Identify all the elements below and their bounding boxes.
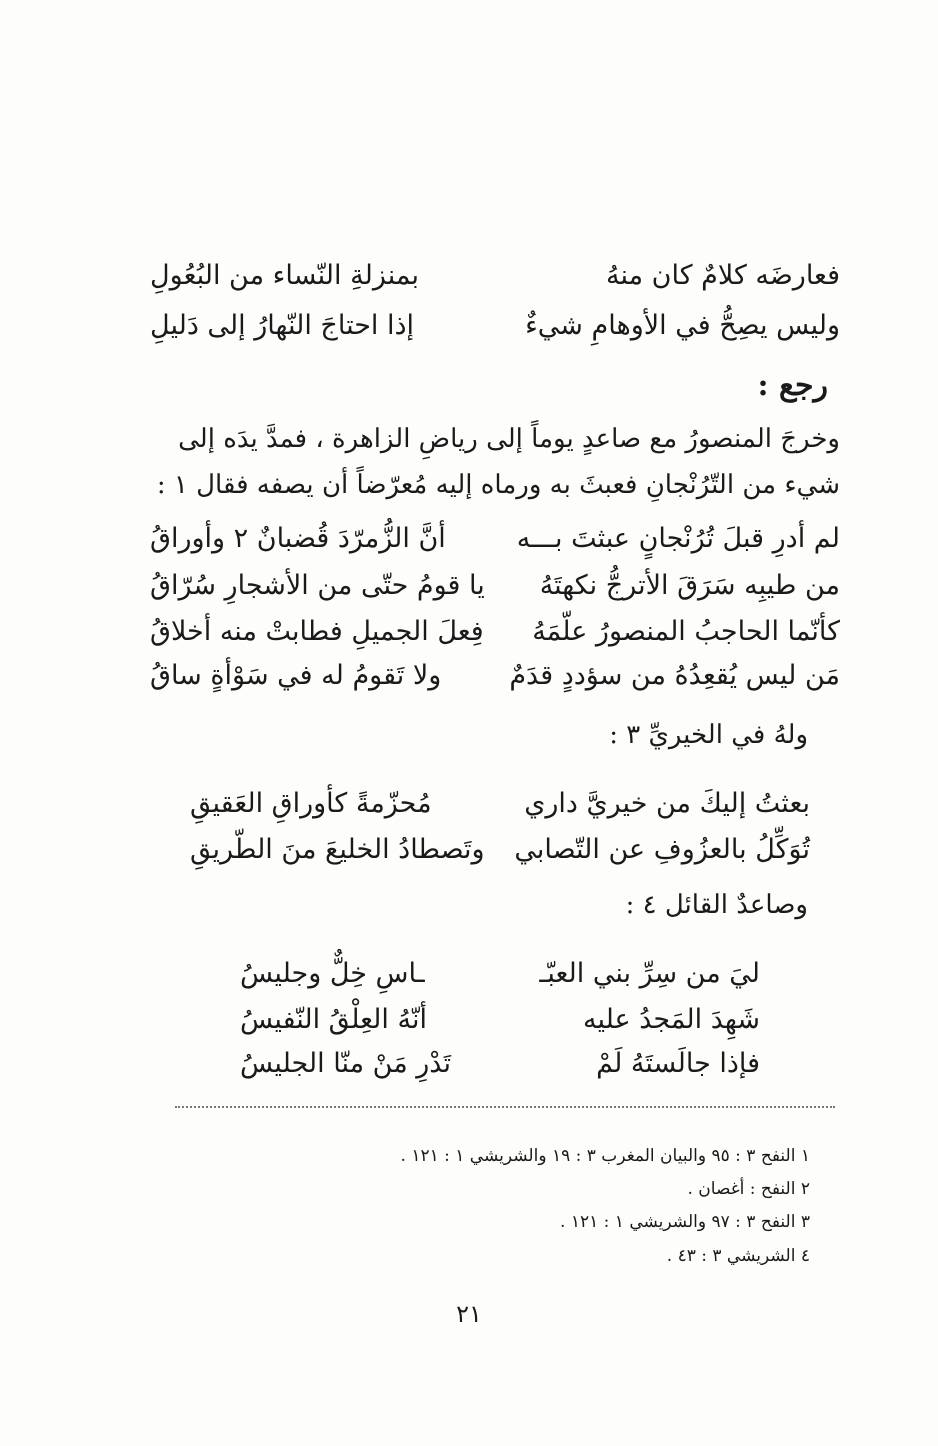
said-verse [240, 960, 760, 987]
hemistich-second: بمنزلةِ النّساء من البُعُولِ [150, 260, 419, 291]
hemistich-first: ليَ من سِرِّ بني العبّـ [539, 958, 760, 989]
hemistich-first: شَهِدَ المَجدُ عليه [582, 1004, 760, 1035]
hemistich-second: إذا احتاجَ النّهارُ إلى دَليلِ [150, 310, 415, 341]
hemistich-second: تَدْرِ مَنْ منّا الجليسُ [240, 1048, 451, 1079]
said-verse [240, 1006, 760, 1033]
hemistich-first: فعارضَه كلامٌ كان منهُ [605, 260, 840, 291]
prose-line: وخرجَ المنصورُ مع صاعدٍ يوماً إلى رياضِ الزاهرة ، فمدَّ يدَه إلى [178, 424, 840, 454]
opening-verse [150, 312, 840, 339]
hemistich-first: من طيبِه سَرَقَ الأترجُّ نكهتَهُ [539, 570, 840, 601]
hemistich-second: وتَصطادُ الخليعَ منَ الطّريقِ [190, 834, 485, 865]
footnote-divider [175, 1106, 835, 1108]
hemistich-second: يا قومُ حتّى من الأشجارِ سُرّاقُ [150, 570, 485, 601]
khiri-verse [190, 836, 810, 863]
hemistich-second: ولا تَقومُ له في سَوْأةٍ ساقُ [150, 660, 442, 691]
said-verse [240, 1050, 760, 1077]
hemistich-first: كأنّما الحاجبُ المنصورُ علّمَهُ [532, 616, 840, 647]
said-intro: وصاعدٌ القائل ٤ : [625, 890, 808, 920]
hemistich-second: فِعلَ الجميلِ فطابتْ منه أخلاقُ [150, 616, 484, 647]
hemistich-first: فإذا جالَستَهُ لَمْ [596, 1048, 760, 1079]
main-verse [150, 662, 840, 689]
footnote: ١ النفح ٣ : ٩٥ والبيان المغرب ٣ : ١٩ والشريشي ١ : ١٢١ . [400, 1146, 810, 1166]
hemistich-second: أنّهُ العِلْقُ النّفيسُ [240, 1004, 427, 1035]
footnote: ٣ النفح ٣ : ٩٧ والشريشي ١ : ١٢١ . [560, 1212, 810, 1232]
khiri-verse [190, 790, 810, 817]
footnote: ٤ الشريشي ٣ : ٤٣ . [666, 1246, 810, 1266]
main-verse [150, 572, 840, 599]
prose-line: شيء من التّرُنْجانِ فعبثَ به ورماه إليه مُعرّضاً أن يصفه فقال ١ : [156, 470, 840, 500]
khiri-intro: ولهُ في الخيريِّ ٣ : [609, 720, 808, 750]
hemistich-first: تُوَكِّلُ بالعزُوفِ عن التّصابي [514, 834, 810, 865]
hemistich-second: أنَّ الزُّمرّدَ قُضبانٌ ٢ وأوراقُ [150, 523, 446, 554]
main-verse [150, 618, 840, 645]
hemistich-first: بعثتُ إليكَ من خيريَّ داري [524, 788, 810, 819]
footnote: ٢ النفح : أغصان . [687, 1179, 810, 1199]
hemistich-first: لم أدرِ قبلَ تُرُنْجانٍ عبثتَ بـــه [516, 523, 840, 554]
hemistich-first: وليس يصِحُّ في الأوهامِ شيءٌ [525, 310, 840, 341]
main-verse [150, 525, 840, 552]
page-number: ٢١ [456, 1300, 482, 1328]
opening-verse [150, 262, 840, 289]
hemistich-second: ـاسِ خِلٌّ وجليسُ [240, 958, 425, 989]
hemistich-first: مَن ليس يُقعِدُهُ من سؤددٍ قدَمٌ [509, 660, 840, 691]
section-heading: رجع : [757, 368, 828, 403]
hemistich-second: مُحزّمةً كأوراقِ العَقيقِ [190, 788, 432, 819]
